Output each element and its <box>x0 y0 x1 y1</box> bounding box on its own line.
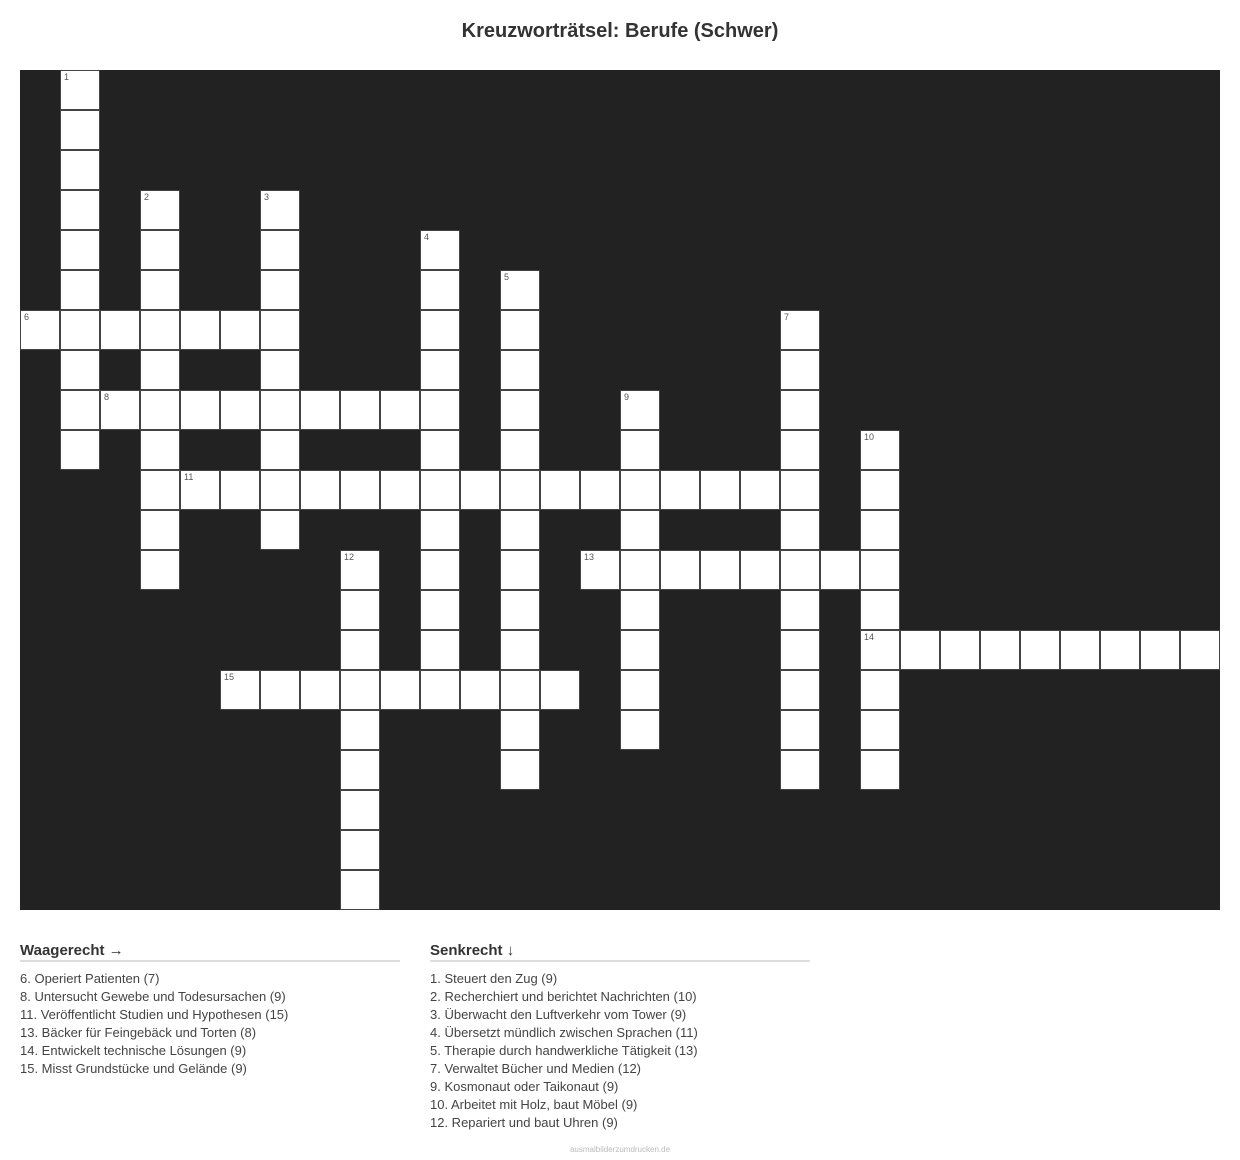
crossword-cell[interactable] <box>340 630 380 670</box>
footer-credit: ausmalbilderzumdrucken.de <box>569 1145 671 1154</box>
across-clue: 11. Veröffentlicht Studien und Hypothesen (15) <box>20 1007 289 1022</box>
crossword-cell[interactable] <box>740 470 780 510</box>
crossword-cell[interactable] <box>700 550 740 590</box>
crossword-cell[interactable] <box>420 230 460 270</box>
crossword-cell[interactable] <box>420 550 460 590</box>
down-clue: 12. Repariert und baut Uhren (9) <box>430 1115 618 1130</box>
clue-number: 6 <box>24 312 30 322</box>
crossword-cell[interactable] <box>780 430 820 470</box>
clue-number: 1 <box>64 72 70 82</box>
crossword-cell[interactable] <box>900 630 940 670</box>
crossword-cell[interactable] <box>340 470 380 510</box>
across-heading: Waagerecht → <box>20 942 400 962</box>
down-clue: 5. Therapie durch handwerkliche Tätigkeit (13) <box>430 1043 698 1058</box>
crossword-cell[interactable] <box>780 590 820 630</box>
crossword-cell[interactable] <box>220 390 260 430</box>
crossword-cell[interactable] <box>260 390 300 430</box>
crossword-cell[interactable] <box>740 550 780 590</box>
crossword-cell[interactable] <box>860 550 900 590</box>
crossword-cell[interactable] <box>300 470 340 510</box>
crossword-cell[interactable] <box>700 470 740 510</box>
crossword-cell[interactable] <box>100 390 140 430</box>
crossword-cell[interactable] <box>340 590 380 630</box>
crossword-cell[interactable] <box>660 470 700 510</box>
crossword-cell[interactable] <box>60 350 100 390</box>
crossword-cell[interactable] <box>260 270 300 310</box>
crossword-cell[interactable] <box>860 510 900 550</box>
crossword-cell[interactable] <box>380 390 420 430</box>
crossword-cell[interactable] <box>60 310 100 350</box>
crossword-cell[interactable] <box>300 390 340 430</box>
crossword-cell[interactable] <box>620 470 660 510</box>
crossword-cell[interactable] <box>620 390 660 430</box>
down-clues <box>430 942 810 1132</box>
crossword-cell[interactable] <box>860 630 900 670</box>
crossword-cell[interactable] <box>340 750 380 790</box>
clue-number: 12 <box>344 552 355 562</box>
clue-number: 7 <box>784 312 790 322</box>
clue-number: 14 <box>864 632 875 642</box>
crossword-cell[interactable] <box>780 390 820 430</box>
crossword-cell[interactable] <box>60 270 100 310</box>
crossword-cell[interactable] <box>140 350 180 390</box>
crossword-cell[interactable] <box>140 510 180 550</box>
clue-number: 2 <box>144 192 150 202</box>
crossword-cell[interactable] <box>420 670 460 710</box>
crossword-cell[interactable] <box>180 310 220 350</box>
crossword-cell[interactable] <box>420 270 460 310</box>
crossword-cell[interactable] <box>780 670 820 710</box>
crossword-cell[interactable] <box>140 430 180 470</box>
crossword-cell[interactable] <box>60 190 100 230</box>
crossword-cell[interactable] <box>500 550 540 590</box>
clue-number: 4 <box>424 232 430 242</box>
crossword-cell[interactable] <box>620 710 660 750</box>
crossword-cell[interactable] <box>140 190 180 230</box>
crossword-cell[interactable] <box>140 310 180 350</box>
crossword-cell[interactable] <box>260 350 300 390</box>
crossword-cell[interactable] <box>860 750 900 790</box>
crossword-cell[interactable] <box>980 630 1020 670</box>
page-title: Kreuzworträtsel: Berufe (Schwer) <box>461 20 779 42</box>
across-clue: 6. Operiert Patienten (7) <box>20 971 160 986</box>
crossword-cell[interactable] <box>260 470 300 510</box>
crossword-cell[interactable] <box>380 470 420 510</box>
crossword-cell[interactable] <box>460 470 500 510</box>
crossword-cell[interactable] <box>500 270 540 310</box>
crossword-cell[interactable] <box>60 390 100 430</box>
down-clue: 4. Übersetzt mündlich zwischen Sprachen (11) <box>430 1025 698 1040</box>
crossword-cell[interactable] <box>660 550 700 590</box>
across-clue: 15. Misst Grundstücke und Gelände (9) <box>20 1061 247 1076</box>
crossword-cell[interactable] <box>780 630 820 670</box>
crossword-cell[interactable] <box>60 110 100 150</box>
clue-number: 8 <box>104 392 110 402</box>
crossword-cell[interactable] <box>620 430 660 470</box>
crossword-cell[interactable] <box>540 470 580 510</box>
crossword-cell[interactable] <box>1020 630 1060 670</box>
crossword-cell[interactable] <box>340 390 380 430</box>
crossword-cell[interactable] <box>380 670 420 710</box>
crossword-cell[interactable] <box>420 310 460 350</box>
crossword-cell[interactable] <box>500 350 540 390</box>
crossword-grid <box>20 70 1220 910</box>
crossword-cell[interactable] <box>260 230 300 270</box>
crossword-cell[interactable] <box>1140 630 1180 670</box>
crossword-cell[interactable] <box>220 470 260 510</box>
crossword-cell[interactable] <box>780 510 820 550</box>
crossword-cell[interactable] <box>140 230 180 270</box>
crossword-cell[interactable] <box>580 470 620 510</box>
crossword-cell[interactable] <box>180 390 220 430</box>
crossword-cell[interactable] <box>260 310 300 350</box>
crossword-cell[interactable] <box>500 510 540 550</box>
crossword-cell[interactable] <box>500 630 540 670</box>
across-clue: 13. Bäcker für Feingebäck und Torten (8) <box>20 1025 257 1040</box>
crossword-cell[interactable] <box>340 830 380 870</box>
crossword-cell[interactable] <box>500 390 540 430</box>
down-clue: 2. Recherchiert und berichtet Nachrichten (10) <box>430 989 697 1004</box>
crossword-cell[interactable] <box>420 350 460 390</box>
crossword-cell[interactable] <box>420 630 460 670</box>
crossword-cell[interactable] <box>540 670 580 710</box>
crossword-cell[interactable] <box>620 590 660 630</box>
crossword-cell[interactable] <box>500 310 540 350</box>
crossword-cell[interactable] <box>140 550 180 590</box>
crossword-cell[interactable] <box>60 150 100 190</box>
crossword-cell[interactable] <box>420 590 460 630</box>
crossword-cell[interactable] <box>260 510 300 550</box>
crossword-cell[interactable] <box>780 350 820 390</box>
crossword-cell[interactable] <box>780 750 820 790</box>
crossword-cell[interactable] <box>460 670 500 710</box>
crossword-cell[interactable] <box>340 550 380 590</box>
crossword-cell[interactable] <box>500 750 540 790</box>
clue-number: 3 <box>264 192 270 202</box>
clue-number: 13 <box>584 552 595 562</box>
crossword-cell[interactable] <box>100 310 140 350</box>
crossword-cell[interactable] <box>340 710 380 750</box>
down-clue: 7. Verwaltet Bücher und Medien (12) <box>430 1061 642 1076</box>
crossword-cell[interactable] <box>260 190 300 230</box>
crossword-cell[interactable] <box>180 470 220 510</box>
crossword-cell[interactable] <box>60 430 100 470</box>
crossword-cell[interactable] <box>780 310 820 350</box>
crossword-cell[interactable] <box>780 710 820 750</box>
crossword-cell[interactable] <box>940 630 980 670</box>
crossword-cell[interactable] <box>60 230 100 270</box>
down-clue: 9. Kosmonaut oder Taikonaut (9) <box>430 1079 619 1094</box>
crossword-cell[interactable] <box>60 70 100 110</box>
clue-number: 9 <box>624 392 630 402</box>
crossword-cell[interactable] <box>500 590 540 630</box>
crossword-cell[interactable] <box>1060 630 1100 670</box>
clue-number: 5 <box>504 272 510 282</box>
crossword-cell[interactable] <box>620 510 660 550</box>
crossword-cell[interactable] <box>580 550 620 590</box>
crossword-cell[interactable] <box>420 390 460 430</box>
crossword-cell[interactable] <box>780 470 820 510</box>
down-clue: 1. Steuert den Zug (9) <box>430 971 558 986</box>
crossword-cell[interactable] <box>140 390 180 430</box>
crossword-cell[interactable] <box>420 430 460 470</box>
crossword-cell[interactable] <box>140 270 180 310</box>
crossword-cell[interactable] <box>620 550 660 590</box>
crossword-cell[interactable] <box>140 470 180 510</box>
crossword-cell[interactable] <box>220 310 260 350</box>
crossword-cell[interactable] <box>820 550 860 590</box>
crossword-cell[interactable] <box>860 670 900 710</box>
crossword-cell[interactable] <box>620 630 660 670</box>
crossword-cell[interactable] <box>260 670 300 710</box>
crossword-cell[interactable] <box>780 550 820 590</box>
crossword-cell[interactable] <box>340 670 380 710</box>
crossword-cell[interactable] <box>500 430 540 470</box>
crossword-cell[interactable] <box>860 470 900 510</box>
across-clue: 14. Entwickelt technische Lösungen (9) <box>20 1043 247 1058</box>
crossword-cell[interactable] <box>860 710 900 750</box>
crossword-cell[interactable] <box>860 590 900 630</box>
across-clue: 8. Untersucht Gewebe und Todesursachen (9) <box>20 989 286 1004</box>
crossword-cell[interactable] <box>20 310 60 350</box>
clue-number: 10 <box>864 432 875 442</box>
crossword-cell[interactable] <box>1180 630 1220 670</box>
clue-number: 11 <box>184 472 194 482</box>
crossword-cell[interactable] <box>620 670 660 710</box>
crossword-cell[interactable] <box>340 870 380 910</box>
crossword-cell[interactable] <box>500 670 540 710</box>
crossword-cell[interactable] <box>860 430 900 470</box>
across-clues <box>20 942 400 1078</box>
down-clue: 10. Arbeitet mit Holz, baut Möbel (9) <box>430 1097 638 1112</box>
crossword-cell[interactable] <box>500 710 540 750</box>
crossword-cell[interactable] <box>300 670 340 710</box>
crossword-cell[interactable] <box>340 790 380 830</box>
crossword-cell[interactable] <box>220 670 260 710</box>
crossword-cell[interactable] <box>420 510 460 550</box>
clue-number: 15 <box>224 672 235 682</box>
down-clue: 3. Überwacht den Luftverkehr vom Tower (9) <box>430 1007 687 1022</box>
crossword-cell[interactable] <box>260 430 300 470</box>
crossword-cell[interactable] <box>1100 630 1140 670</box>
down-heading: Senkrecht ↓ <box>430 942 810 962</box>
crossword-cell[interactable] <box>420 470 460 510</box>
crossword-cell[interactable] <box>500 470 540 510</box>
